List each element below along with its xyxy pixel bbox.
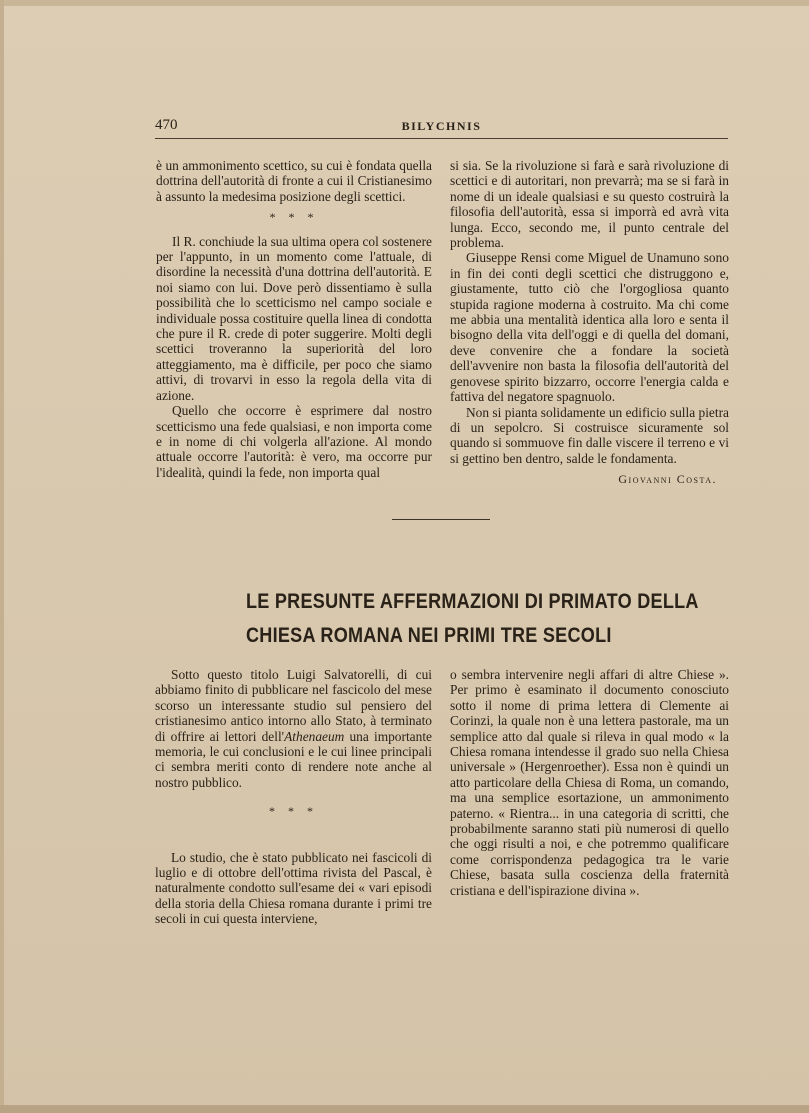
section-separator-stars: * * * [269, 210, 319, 225]
journal-title-italic: Athenaeum [284, 728, 345, 744]
article-left-column [155, 667, 432, 927]
previous-article-right-column [450, 158, 729, 488]
paper-edge-left [0, 0, 4, 1113]
paragraph: Lo studio, che è stato pubblicato nei fascicoli di luglio e di ottobre dell'ottima rivista del Pascal, è naturalmente condotto sull'esame dei « vari episodi della storia della Chiesa romana durante i primi tre secoli in cui questa interviene, [155, 849, 432, 927]
paragraph: Giuseppe Rensi come Miguel de Unamuno sono in fin dei conti degli scettici che distruggono e, giustamente, tutto ciò che l'orgogliosa quanto stupida ragione moderna à costruito. Ma chi come me abbia una mentalità identica alla loro e senta il bisogno della vita dell'oggi e di quella del domani, deve convenire che a fondare la società dell'avvenire non basta la filosofia dell'autorità del genovese spirito bizzarro, occorre l'energia calda e fattiva del negatore spagnuolo. [450, 250, 729, 405]
paragraph: Quello che occorre è esprimere dal nostro scetticismo una fede qualsiasi, e non importa come e in nome di chi volgerla all'azione. Al mondo attuale occorre l'autorità: è vero, ma occorre pur l'idealità, quindi la fede, non importa qual [156, 403, 432, 480]
text-run: una importante memoria, le cui conclusioni e le cui linee principali ci sembra meriti conto di rendere note anche al nostro pubblico. [155, 728, 432, 790]
paragraph [155, 667, 432, 790]
article-title: LE PRESUNTE AFFERMAZIONI DI PRIMATO DELLA CHIESA ROMANA NEI PRIMI TRE SECOLI [246, 590, 699, 647]
paper-edge-bottom [0, 1105, 809, 1113]
journal-name: BILYCHNIS [401, 119, 482, 133]
paragraph: si sia. Se la rivoluzione si farà e sarà rivoluzione di scettici e di autoritari, non prevarrà; ma se si farà in nome di un ideale qualsiasi e su questo costruirà la filosofia dell'autorità, essa si imporrà ed avrà vita lunga. Ecco, secondo me, il punto centrale del problema. [450, 158, 729, 251]
author-signature: Giovanni Costa. [618, 472, 717, 487]
section-divider-rule [392, 519, 490, 520]
paragraph: Il R. conchiude la sua ultima opera col sostenere per l'appunto, in un momento come l'attuale, di disordine la necessità d'una dottrina dell'autorità. E noi siamo con lui. Dove però dissentiamo è sulla possibilità che lo scetticismo nel campo sociale e individuale possa costituire quella linea di condotta che pure il R. crede di poter suggerire. Molti degli scettici troveranno la superiorità del loro atteggiamento, ma è difficile, per poco che siamo attivi, di trovarvi in esso la regola della vita di azione. [156, 233, 432, 403]
paper-edge-top [0, 0, 809, 6]
running-head [155, 117, 728, 139]
paragraph: è un ammonimento scettico, su cui è fondata quella dottrina dell'autorità di fronte a cui il Cristianesimo à assunto la medesima posizione degli scettici. [156, 158, 432, 204]
previous-article-left-column [156, 158, 432, 480]
paragraph: Non si pianta solidamente un edificio sulla pietra di un sepolcro. Si costruisce sicuramente sol quando si sommuove fin dalle viscere il terreno e vi si gettino ben dentro, salde le fondamenta. [450, 404, 729, 466]
section-separator-stars: * * * [269, 804, 318, 819]
text-run: Sotto questo titolo Luigi Salvatorelli, di cui abbiamo finito di pubblicare nel fascicolo del mese scorso un interessante studio sul pensiero del cristianesimo antico intorno allo Stato, à terminato di offrire ai lettori dell' [155, 667, 432, 744]
page-number: 470 [155, 117, 178, 133]
paragraph: o sembra intervenire negli affari di altre Chiese ». Per primo è esaminato il documento conosciuto sotto il nome di prima lettera di Clemente ai Corinzi, la quale non è una lettera pastorale, ma un semplice atto dal quale si rileva in qual modo « la Chiesa romana intendesse il grado suo nella Chiesa universale » (Hergenroether). Essa non è quindi un atto particolare della Chiesa di Roma, un comando, ma una semplice esortazione, un ammonimento paterno. « Rientra... in una categoria di scritti, che probabilmente saranno stati più numerosi di quello che oggi risulti a noi, e che potremmo qualificare come corrispondenza pedagogica tra le varie Chiese, basata sulla coscienza della fraternità cristiana e dell'ispirazione divina ». [450, 667, 729, 898]
article-right-column [450, 667, 729, 898]
header-rule [155, 138, 728, 139]
